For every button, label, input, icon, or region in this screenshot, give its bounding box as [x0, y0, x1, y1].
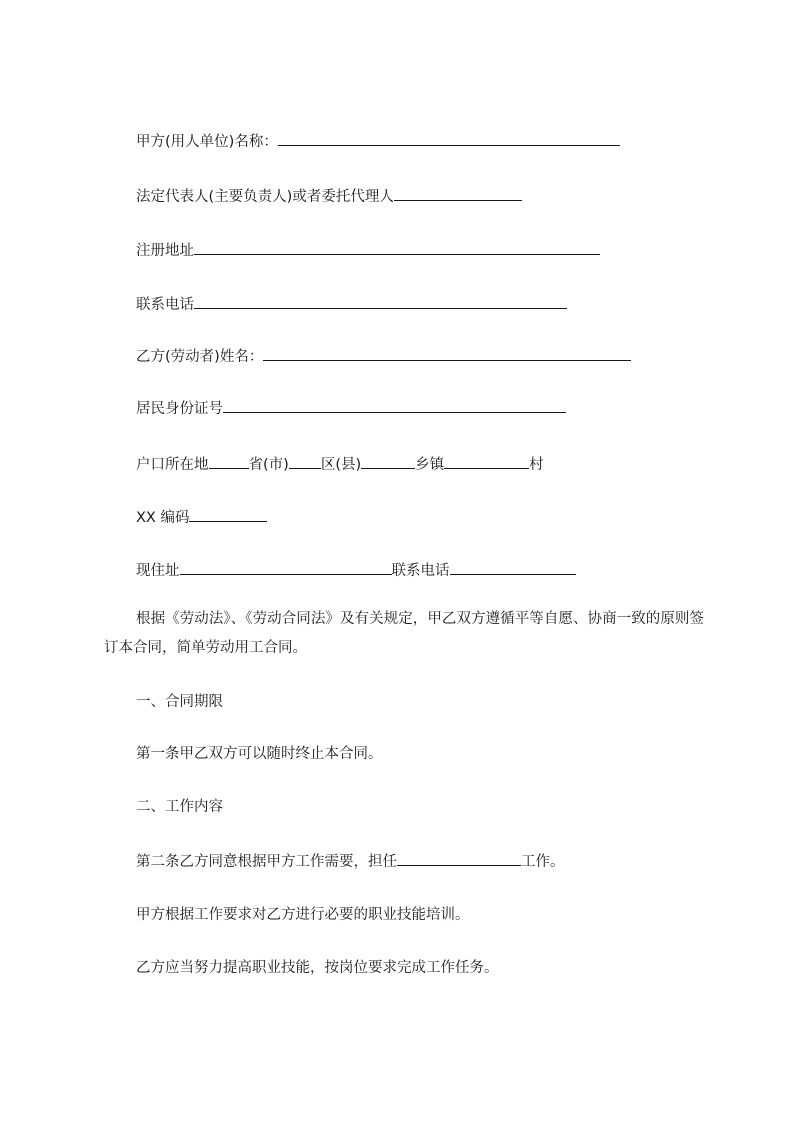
reg-address-blank[interactable] — [194, 240, 600, 255]
article-2-suffix: 工作。 — [521, 854, 565, 870]
hukou-province-blank[interactable] — [209, 454, 249, 469]
hukou-village-label: 村 — [529, 457, 544, 473]
party-b-name-row — [136, 346, 631, 367]
training-clause: 甲方根据工作要求对乙方进行必要的职业技能培训。 — [136, 907, 470, 923]
section-1-title: 一、合同期限 — [136, 694, 223, 710]
party-a-name-row — [136, 131, 620, 152]
hukou-district-blank[interactable] — [289, 454, 321, 469]
legal-rep-row — [136, 186, 522, 207]
reg-address-row — [136, 240, 600, 261]
current-address-label: 现住址 — [136, 563, 180, 579]
article-2-row — [136, 851, 565, 872]
hukou-town-label: 乡镇 — [415, 457, 445, 473]
id-number-row — [136, 398, 566, 419]
hukou-province-label: 省(市) — [248, 457, 289, 473]
article-1: 第一条甲乙双方可以随时终止本合同。 — [136, 746, 383, 762]
postcode-label: XX 编码 — [136, 510, 190, 526]
hukou-town-blank[interactable] — [361, 454, 415, 469]
hukou-district-label: 区(县) — [320, 457, 362, 473]
hukou-village-blank[interactable] — [444, 454, 529, 469]
party-a-name-blank[interactable] — [278, 131, 620, 146]
postcode-row — [136, 507, 267, 528]
id-number-blank[interactable] — [223, 398, 566, 413]
article-2-text: 第二条乙方同意根据甲方工作需要，担任 — [136, 854, 397, 870]
section-2-title: 二、工作内容 — [136, 799, 223, 815]
contact-phone-label: 联系电话 — [391, 563, 450, 579]
postcode-blank[interactable] — [189, 507, 267, 522]
hukou-row — [136, 454, 544, 475]
party-a-name-label: 甲方(用人单位)名称： — [136, 134, 278, 150]
duty-clause: 乙方应当努力提高职业技能，按岗位要求完成工作任务。 — [136, 960, 499, 976]
hukou-label: 户口所在地 — [136, 457, 209, 473]
id-number-label: 居民身份证号 — [136, 401, 223, 417]
reg-address-label: 注册地址 — [136, 243, 194, 259]
legal-rep-blank[interactable] — [394, 186, 522, 201]
phone-blank[interactable] — [194, 294, 567, 309]
party-b-name-blank[interactable] — [263, 346, 631, 361]
current-address-row — [136, 560, 576, 581]
phone-row — [136, 294, 567, 315]
job-title-blank[interactable] — [397, 851, 521, 866]
phone-label: 联系电话 — [136, 297, 194, 313]
party-b-name-label: 乙方(劳动者)姓名： — [136, 349, 264, 365]
current-address-blank[interactable] — [180, 560, 392, 575]
intro-paragraph: 根据《劳动法》、《劳动合同法》及有关规定，甲乙双方遵循平等自愿、协商一致的原则签订本合同，简单劳动用工合同。 — [104, 611, 704, 656]
legal-rep-label: 法定代表人(主要负责人)或者委托代理人 — [136, 189, 394, 205]
contact-phone-blank[interactable] — [450, 560, 576, 575]
